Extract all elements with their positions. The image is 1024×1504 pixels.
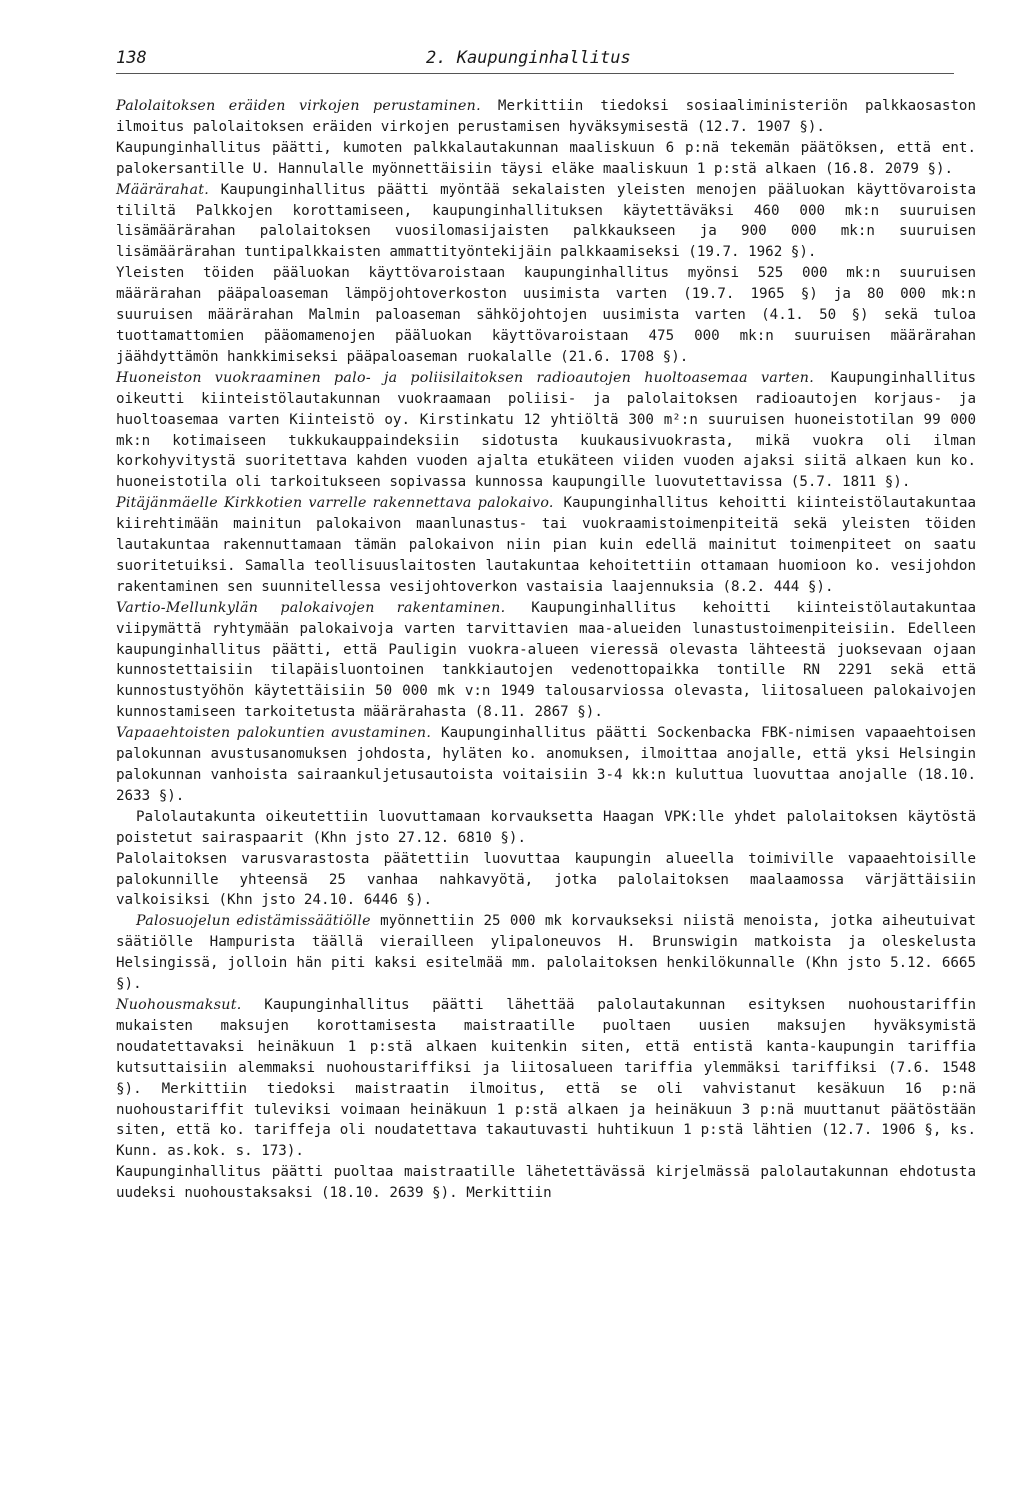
paragraph: [116, 723, 976, 807]
paragraph: [116, 807, 976, 849]
paragraph-text: Palolautakunta oikeutettiin luovuttamaan korvauksetta Haagan VPK:lle yhdet palolaitoksen käytöstä poistetut sairaspaarit (Khn jsto 27.12. 6810 §).: [116, 808, 976, 846]
paragraph-lead: Nuohousmaksut.: [116, 996, 242, 1013]
paragraph-text: Kaupunginhallitus päätti, kumoten palkkalautakunnan maaliskuun 6 p:nä tekemän päätöksen, että ent. palokersantille U. Hannulalle myönnettäisiin täysi eläke maaliskuun 1 p:stä alkaen (16.8. 2079 §).: [116, 139, 976, 177]
paragraph-lead: Pitäjänmäelle Kirkkotien varrelle rakennettava palokaivo.: [116, 495, 554, 512]
paragraph-text: Kaupunginhallitus päätti Sockenbacka FBK-nimisen vapaaehtoisen palokunnan avustusanomuksen johdosta, hyläten ko. anomuksen, ilmoittaa anojalle, että yksi Helsingin palokunnan vanhoista sairaankuljetusautoista voitaisiin 3-4 kk:n kuluttua luovuttaa anojalle (18.10. 2633 §).: [116, 725, 977, 804]
paragraph: [116, 1162, 976, 1204]
paragraph-text: Kaupunginhallitus päätti puoltaa maistraatille lähetettävässä kirjelmässä palolautakunnan ehdotusta uudeksi nuohoustaksaksi (18.10. 2639 §). Merkittiin: [116, 1164, 976, 1202]
paragraph: [116, 598, 976, 723]
paragraph-lead: Palosuojelun edistämissäätiölle: [136, 913, 371, 930]
paragraph-text: Palolaitoksen varusvarastosta päätettiin luovuttaa kaupungin alueella toimiville vapaaehtoisille palokunnille yhteensä 25 vanhaa nahkavyötä, jotka palolaitoksen maalaamossa värjättäisiin valkoisiksi (Khn jsto 24.10. 6446 §).: [116, 850, 976, 909]
paragraph: [116, 493, 976, 598]
paragraph-text: Merkittiin tiedoksi sosiaaliministeriön palkkaosaston ilmoitus palolaitoksen eräiden virkojen perustamisen hyväksymisestä (12.7. 1907 §).: [116, 98, 976, 135]
paragraph: [116, 995, 976, 1162]
paragraph: [116, 368, 976, 493]
body-text: [116, 96, 976, 1204]
paragraph-text: Kaupunginhallitus kehoitti kiinteistölautakuntaa kiirehtimään mainitun palokaivon maanlunastus- tai vuokraamistoimenpiteitä sekä yleisten töiden lautakuntaa rakennuttamaan tämän palokaivon niin pian kuin edellä mainitut toimenpiteet on saatu suoritetuiksi. Samalla teollisuuslaitosten lautakuntaa kehoitettiin ottamaan huomioon ko. vesijohdon rakentaminen sen suunnitellessa vesijohtoverkon vastaisia laajennuksia (8.2. 444 §).: [116, 495, 976, 595]
paragraph-lead: Palolaitoksen eräiden virkojen perustaminen.: [116, 98, 481, 114]
paragraph: [116, 849, 976, 912]
paragraph: [116, 911, 976, 995]
paragraph-lead: Vapaaehtoisten palokuntien avustaminen.: [116, 725, 432, 742]
page-header: [116, 48, 954, 74]
paragraph: [116, 180, 976, 264]
paragraph-lead: Vartio-Mellunkylän palokaivojen rakentaminen.: [116, 599, 506, 616]
paragraph-text: myönnettiin 25 000 mk korvaukseksi niistä menoista, jotka aiheutuivat säätiölle Hampurista täällä vierailleen ylipaloneuvos H. Brunswigin matkoista ja oleskelusta Helsingissä, jolloin hän piti kaksi esitelmää mm. palolaitoksen henkilökunnalle (Khn jsto 5.12. 6665 §).: [116, 913, 976, 993]
paragraph: [116, 263, 976, 368]
header-rule: [116, 73, 954, 74]
paragraph-text: Kaupunginhallitus päätti lähettää palolautakunnan esityksen nuohoustariffin mukaisten maksujen korottamisesta maistraatille puoltaen uusien maksujen hyväksymistä noudatettavaksi heinäkuun 1 p:stä alkaen kuitenkin siten, että entistä kanta-kaupungin tariffia kutsuttaisiin alemmaksi nuohoustariffiksi ja liitosalueen tariffia ylemmäksi tariffiksi (7.6. 1548 §). Merkittiin tiedoksi maistraatin ilmoitus, että se oli vahvistanut kesäkuun 16 p:nä nuohoustariffit tuleviksi voimaan heinäkuun 1 p:stä alkaen ja heinäkuun 3 p:nä muuttanut päätöstään siten, että ko. tariffeja oli noudatettava takautuvasti huhtikuun 1 p:stä lähtien (12.7. 1906 §, ks. Kunn. as.kok. s. 173).: [116, 996, 976, 1160]
page-number: 138: [116, 48, 147, 68]
paragraph-text: Kaupunginhallitus kehoitti kiinteistölautakuntaa viipymättä ryhtymään palokaivoja varten tarvittavien maa-alueiden lunastustoimenpiteisiin. Edelleen kaupunginhallitus päätti, että Pauligin vuokra-alueen vieressä olevasta lähteestä juoksevaan ojaan kunnostettaisiin tilapäisluontoinen tankkiautojen vedenottopaikka tontille RN 2291 sekä että kunnostustyöhön käytettäisiin 50 000 mk v:n 1949 talousarviossa olevasta, liitosalueen palokaivojen kunnostamiseen tarkoitetusta määrärahasta (8.11. 2867 §).: [116, 599, 976, 721]
paragraph-lead: Huoneiston vuokraaminen palo- ja poliisilaitoksen radioautojen huoltoasemaa varten.: [116, 369, 815, 386]
paragraph: [116, 138, 976, 180]
running-title: 2. Kaupunginhallitus: [426, 48, 631, 68]
paragraph: [116, 96, 976, 138]
paragraph-text: Kaupunginhallitus päätti myöntää sekalaisten yleisten menojen pääluokan käyttövaroista tililtä Palkkojen korottamiseen, kaupunginhallituksen käytettäväksi 460 000 mk:n suuruisen lisämäärärahan palolaitoksen vuosilomasijaisten palkkaukseen ja 900 000 mk:n suuruisen lisämäärärahan tuntipalkkaisten ammattityöntekijäin palkkaamiseksi (19.7. 1962 §).: [116, 181, 976, 261]
paragraph-text: Yleisten töiden pääluokan käyttövaroistaan kaupunginhallitus myönsi 525 000 mk:n suuruisen määrärahan pääpaloaseman lämpöjohtoverkoston uusimista varten (19.7. 1965 §) ja 80 000 mk:n suuruisen määrärahan Malmin paloaseman sähköjohtojen uusimista varten (4.1. 50 §) sekä tuloa tuottamattomien pääomamenojen pääluokan käyttövaroistaan 475 000 mk:n suuruisen määrärahan jäähdyttämön hankkimiseksi pääpaloaseman ruokalalle (21.6. 1708 §).: [116, 265, 976, 365]
paragraph-lead: Määrärahat.: [116, 181, 210, 198]
paragraph-text: Kaupunginhallitus oikeutti kiinteistölautakunnan vuokraamaan poliisi- ja palolaitoksen radioautojen korjaus- ja huoltoasemaa varten Kiinteistö oy. Kirstinkatu 12 yhtiöltä 300 m²:n suuruisen huoneistotilan 99 000 mk:n kotimaiseen tukkukauppaindeksiin sidotusta kuukausivuokrasta, mikä vuokra oli ilman korkohyvitystä suoritettava kahden vuoden ajalta etukäteen viiden vuoden ajaksi siitä alkaen kun ko. huoneistotila oli tarkoitukseen sopivassa kunnossa kaupungille luovutettavissa (5.7. 1811 §).: [116, 369, 976, 491]
